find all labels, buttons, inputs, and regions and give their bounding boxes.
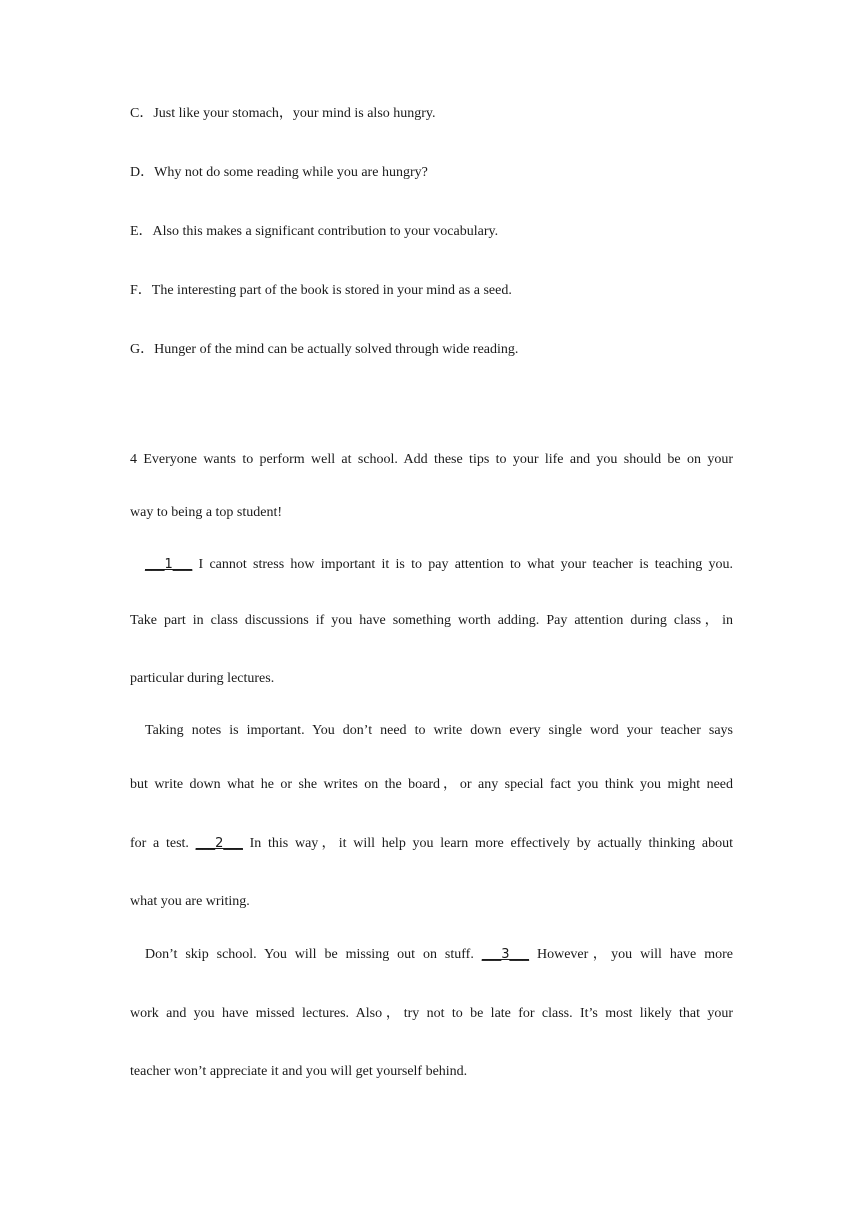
blank-2[interactable]: ___2___ (195, 836, 243, 851)
option-c: C．Just like your stomach，your mind is also hungry. (130, 106, 436, 121)
option-e: E．Also this makes a significant contribution to your vocabulary. (130, 224, 499, 239)
paragraph-2-line-4: what you are writing. (130, 894, 250, 909)
blank-1[interactable]: ___1___ (145, 557, 193, 572)
intro-line-1: 4 Everyone wants to perform well at school. Add these tips to your life and you should be on your (130, 452, 733, 467)
blank-3[interactable]: ___3___ (481, 947, 530, 962)
option-f: F．The interesting part of the book is stored in your mind as a seed. (130, 283, 512, 298)
paragraph-3-line-2: work and you have missed lectures. Also，try not to be late for class. It’s most likely that your (130, 1006, 733, 1021)
paragraph-2-line-3: for a test. ___2___ In this way，it will help you learn more effectively by actually thinking about (130, 836, 733, 851)
paragraph-1-line-3: particular during lectures. (130, 671, 275, 686)
paragraph-3-line-3: teacher won’t appreciate it and you will get yourself behind. (130, 1064, 468, 1079)
option-g: G．Hunger of the mind can be actually solved through wide reading. (130, 342, 519, 357)
option-d: D．Why not do some reading while you are hungry? (130, 165, 428, 180)
intro-line-2: way to being a top student! (130, 505, 283, 520)
paragraph-1-line-1: ___1___ I cannot stress how important it is to pay attention to what your teacher is teaching you. (145, 557, 733, 572)
paragraph-3-line-1: Don’t skip school. You will be missing out on stuff. ___3___ However，you will have more (145, 947, 733, 962)
paragraph-2-line-1: Taking notes is important. You don’t need to write down every single word your teacher says (145, 723, 733, 738)
paragraph-1-line-2: Take part in class discussions if you have something worth adding. Pay attention during class，in (130, 613, 733, 628)
paragraph-2-line-2: but write down what he or she writes on the board，or any special fact you think you might need (130, 777, 733, 792)
